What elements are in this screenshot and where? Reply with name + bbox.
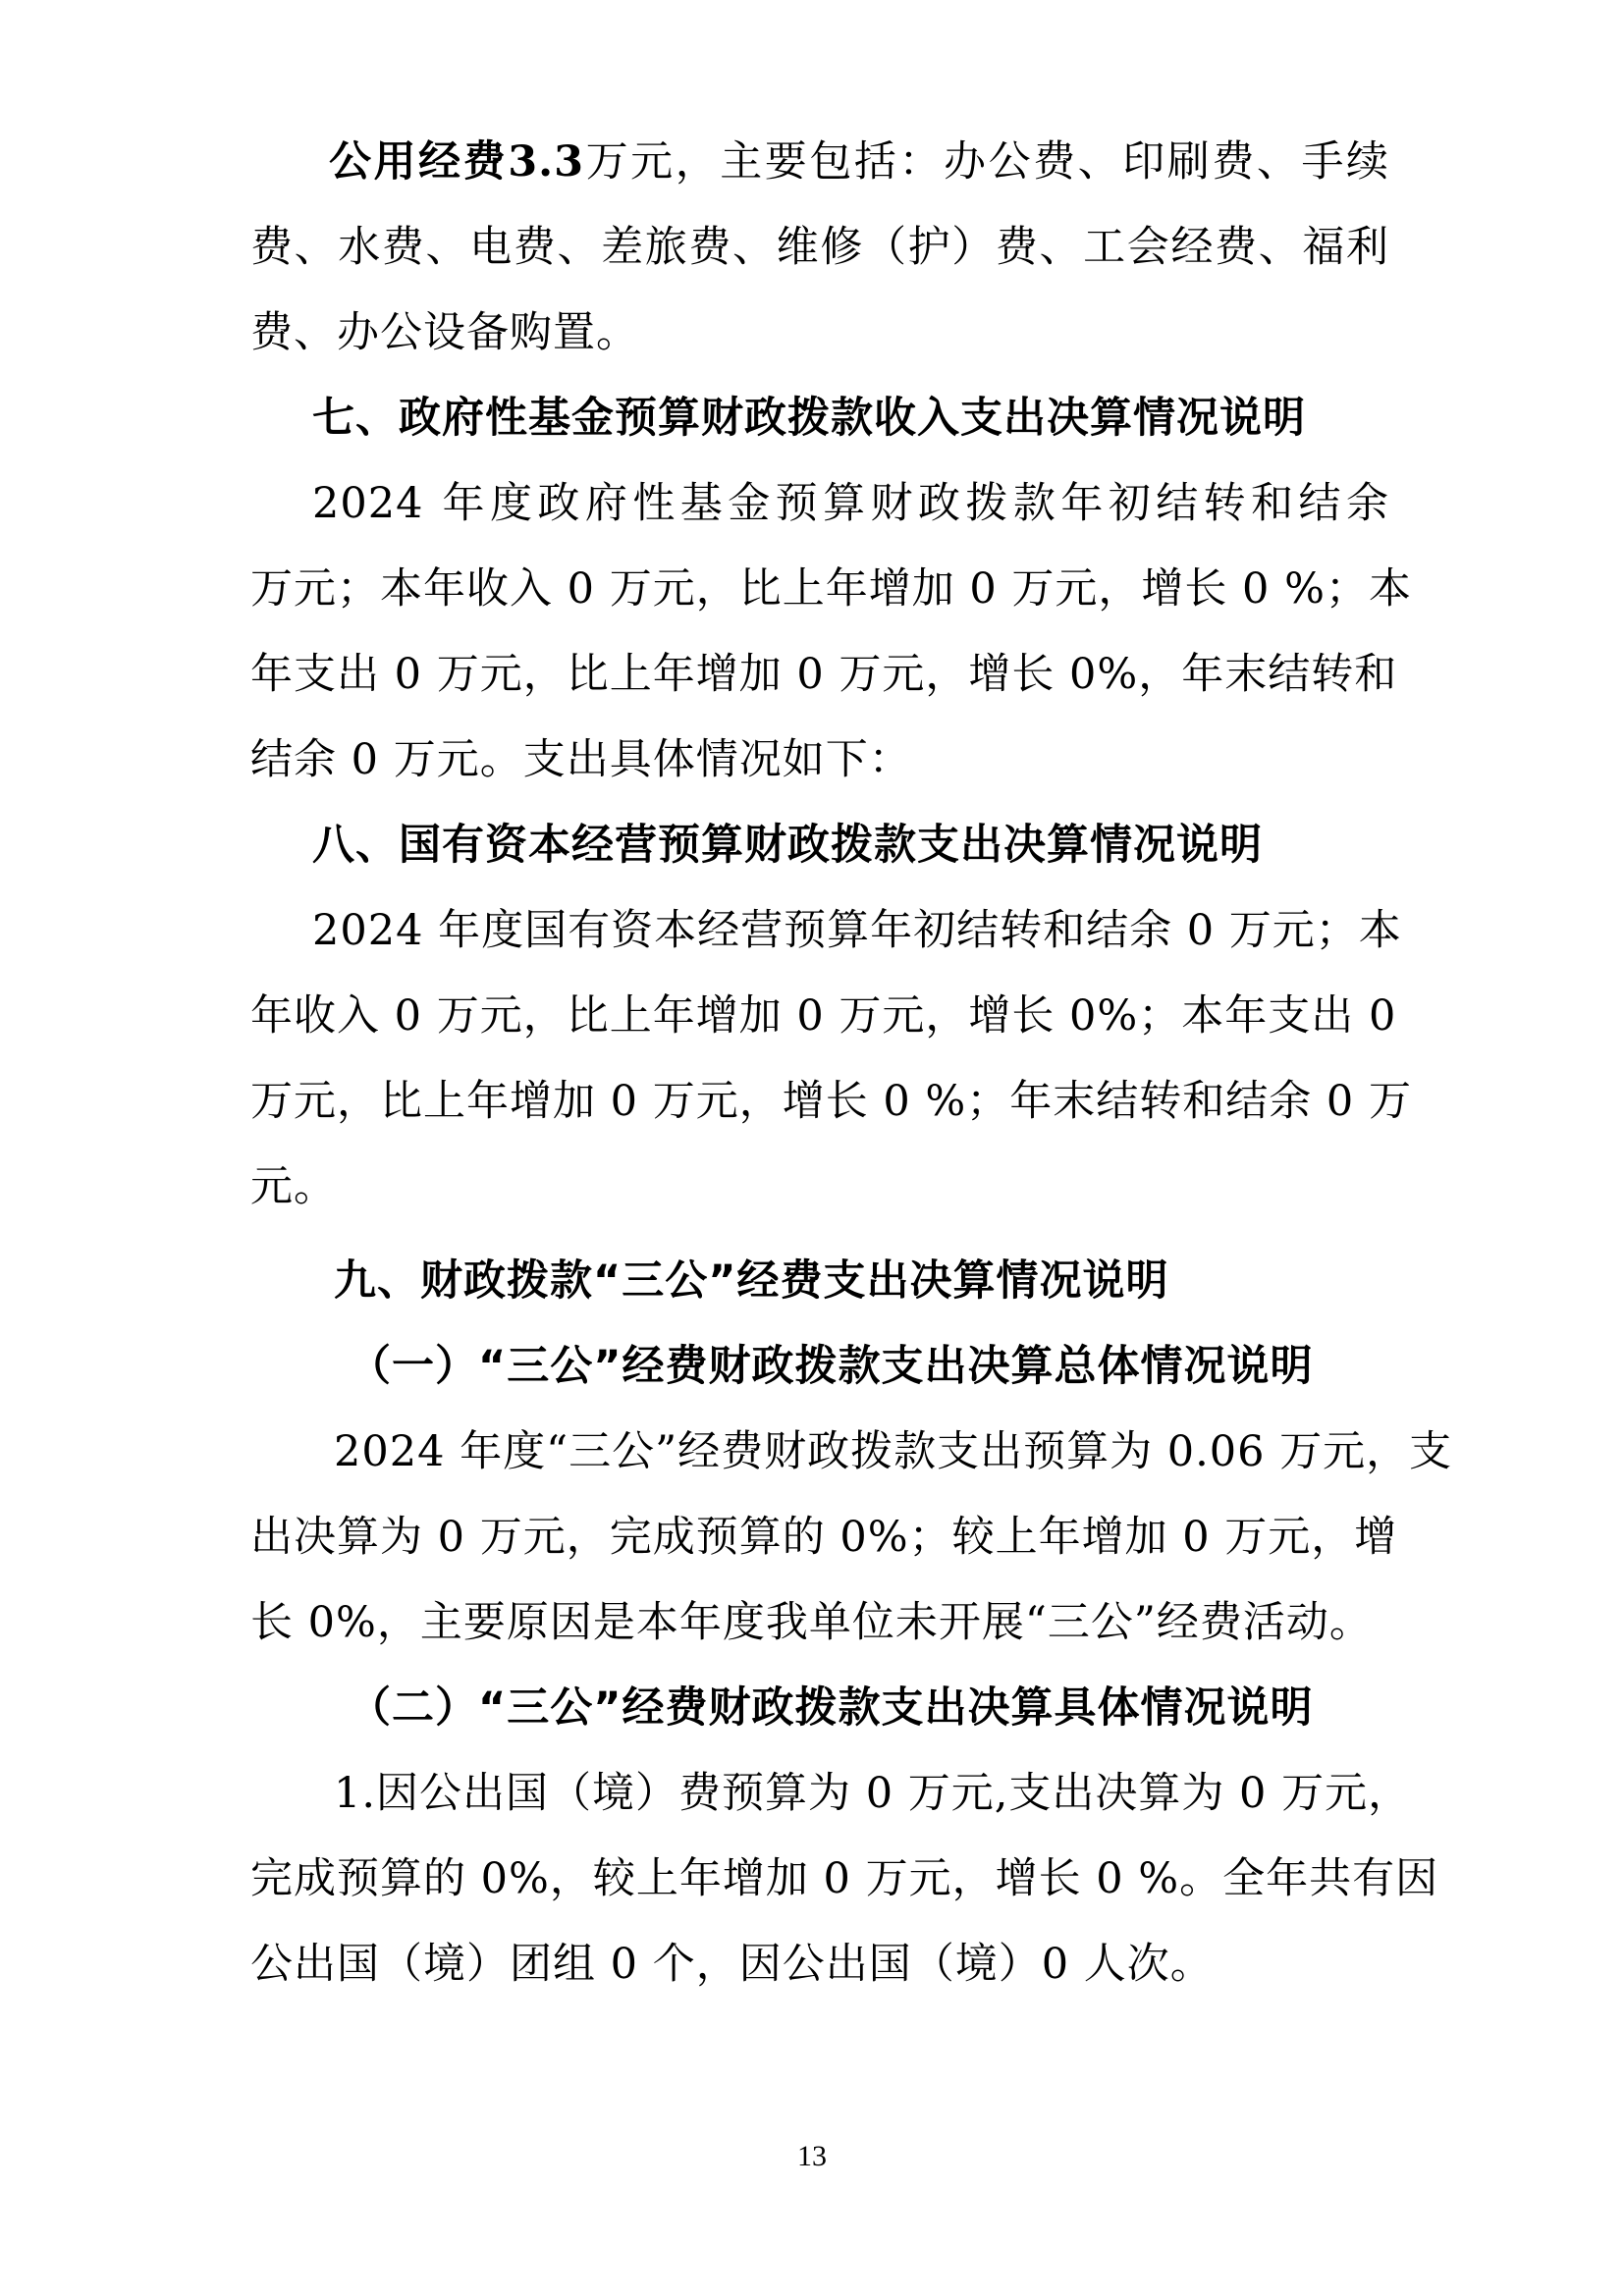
paragraph-section-9-1-line-2: 出决算为 0 万元，完成预算的 0%；较上年增加 0 万元，增 xyxy=(250,1513,1398,1562)
public-funds-amount: 3.3 xyxy=(508,137,585,187)
paragraph-section-8-line-4: 元。 xyxy=(250,1162,337,1211)
paragraph-section-7-line-1: 2024 年度政府性基金预算财政拨款年初结转和结余 xyxy=(312,479,1389,528)
paragraph-section-9-2-line-2: 完成预算的 0%，较上年增加 0 万元，增长 0 %。全年共有因 xyxy=(250,1854,1439,1903)
paragraph-section-9-2-line-3: 公出国（境）团组 0 个，因公出国（境）0 人次。 xyxy=(250,1940,1214,1989)
paragraph-section-9-1-line-1: 2024 年度“三公”经费财政拨款支出预算为 0.06 万元，支 xyxy=(334,1427,1453,1476)
paragraph-section-8-line-1: 2024 年度国有资本经营预算年初结转和结余 0 万元；本 xyxy=(312,906,1402,955)
page-number: 13 xyxy=(797,2140,827,2172)
heading-section-7: 七、政府性基金预算财政拨款收入支出决算情况说明 xyxy=(312,394,1306,443)
heading-section-9: 九、财政拨款“三公”经费支出决算情况说明 xyxy=(334,1256,1169,1306)
paragraph-section-7-line-2: 万元；本年收入 0 万元，比上年增加 0 万元，增长 0 %；本 xyxy=(250,564,1412,614)
paragraph-section-9-1-line-3: 长 0%，主要原因是本年度我单位未开展“三公”经费活动。 xyxy=(250,1598,1373,1647)
paragraph-section-7-line-4: 结余 0 万元。支出具体情况如下： xyxy=(250,735,912,784)
paragraph-section-7-line-3: 年支出 0 万元，比上年增加 0 万元，增长 0%，年末结转和 xyxy=(250,650,1398,699)
paragraph-section-8-line-2: 年收入 0 万元，比上年增加 0 万元，增长 0%；本年支出 0 xyxy=(250,991,1397,1041)
public-funds-label: 公用经费 xyxy=(329,137,509,187)
paragraph-public-funds-line-2: 费、水费、电费、差旅费、维修（护）费、工会经费、福利 xyxy=(250,223,1389,272)
public-funds-text: 万元，主要包括：办公费、印刷费、手续 xyxy=(584,137,1390,187)
heading-subsection-9-1: （一）“三公”经费财政拨款支出决算总体情况说明 xyxy=(349,1342,1314,1391)
heading-section-8: 八、国有资本经营预算财政拨款支出决算情况说明 xyxy=(312,821,1263,870)
paragraph-section-8-line-3: 万元，比上年增加 0 万元，增长 0 %；年末结转和结余 0 万 xyxy=(250,1077,1412,1126)
paragraph-public-funds-line-3: 费、办公设备购置。 xyxy=(250,308,639,357)
paragraph-public-funds-line-1 xyxy=(329,133,1389,191)
heading-subsection-9-2: （二）“三公”经费财政拨款支出决算具体情况说明 xyxy=(349,1683,1314,1733)
paragraph-section-9-2-line-1: 1.因公出国（境）费预算为 0 万元,支出决算为 0 万元， xyxy=(334,1769,1412,1818)
